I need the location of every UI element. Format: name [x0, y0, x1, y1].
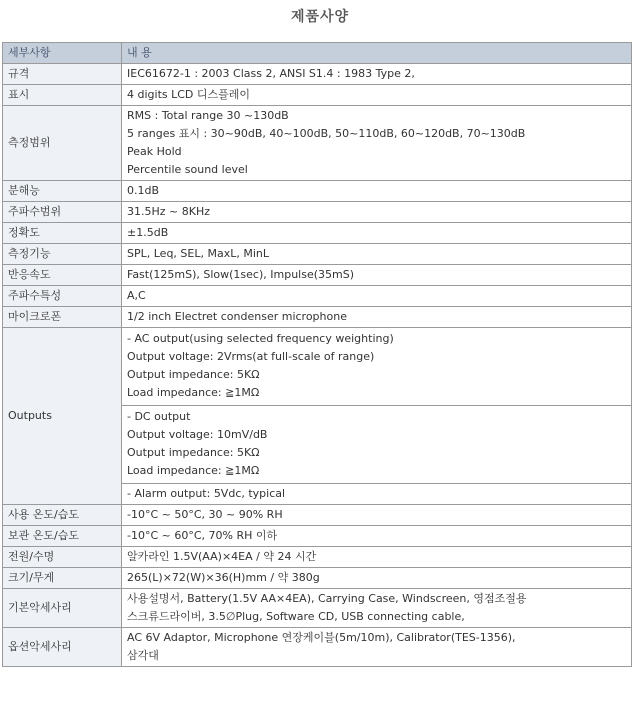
row-label: 기본악세사리 [3, 589, 122, 628]
table-row [3, 547, 632, 568]
ac-output-line: Output voltage: 2Vrms(at full-scale of range) [127, 350, 375, 363]
dc-output-line: Output voltage: 10mV/dB [127, 428, 268, 441]
row-label: 반응속도 [3, 265, 122, 286]
table-row [3, 286, 632, 307]
row-label: 측정범위 [3, 106, 122, 181]
row-value: -10°C ~ 50°C, 30 ~ 90% RH [122, 505, 632, 526]
row-label: 마이크로폰 [3, 307, 122, 328]
row-value: 4 digits LCD 디스플레이 [122, 85, 632, 106]
table-row [3, 505, 632, 526]
row-value: SPL, Leq, SEL, MaxL, MinL [122, 244, 632, 265]
table-row [3, 265, 632, 286]
row-value [122, 628, 632, 667]
row-value [122, 106, 632, 181]
row-label: 크기/무게 [3, 568, 122, 589]
table-row [3, 64, 632, 85]
ac-output-block [122, 328, 632, 406]
row-value: 265(L)×72(W)×36(H)mm / 약 380g [122, 568, 632, 589]
row-label: 주파수범위 [3, 202, 122, 223]
row-label: 보관 온도/습도 [3, 526, 122, 547]
dc-output-line: Load impedance: ≧1MΩ [127, 464, 260, 477]
row-label: 사용 온도/습도 [3, 505, 122, 526]
row-label: 전원/수명 [3, 547, 122, 568]
row-value: A,C [122, 286, 632, 307]
row-label: 분해능 [3, 181, 122, 202]
row-value [122, 589, 632, 628]
table-header-row [3, 43, 632, 64]
row-label: 정확도 [3, 223, 122, 244]
row-value: 0.1dB [122, 181, 632, 202]
option-line: AC 6V Adaptor, Microphone 연장케이블(5m/10m), Calibrator(TES-1356), [127, 631, 516, 644]
header-key: 세부사항 [3, 43, 122, 64]
range-line: 5 ranges 표시 : 30~90dB, 40~100dB, 50~110dB, 60~120dB, 70~130dB [127, 127, 526, 140]
page-title: 제품사양 [290, 9, 350, 25]
dc-output-block [122, 406, 632, 484]
table-row [3, 85, 632, 106]
table-row [3, 181, 632, 202]
row-value: IEC61672-1 : 2003 Class 2, ANSI S1.4 : 1983 Type 2, [122, 64, 632, 85]
ac-output-line: Output impedance: 5KΩ [127, 368, 260, 381]
row-value: 알카라인 1.5V(AA)×4EA / 약 24 시간 [122, 547, 632, 568]
row-value: 1/2 inch Electret condenser microphone [122, 307, 632, 328]
table-row [3, 568, 632, 589]
dc-output-line: Output impedance: 5KΩ [127, 446, 260, 459]
dc-output-line: - DC output [127, 410, 191, 423]
alarm-output: - Alarm output: 5Vdc, typical [122, 484, 632, 505]
row-label: 측정기능 [3, 244, 122, 265]
table-row [3, 202, 632, 223]
table-row [3, 106, 632, 181]
table-row [3, 307, 632, 328]
table-row [3, 628, 632, 667]
row-value: ±1.5dB [122, 223, 632, 244]
accessory-line: 스크류드라이버, 3.5∅Plug, Software CD, USB connecting cable, [127, 610, 465, 623]
row-value: Fast(125mS), Slow(1sec), Impulse(35mS) [122, 265, 632, 286]
row-value: -10°C ~ 60°C, 70% RH 이하 [122, 526, 632, 547]
row-value: 31.5Hz ~ 8KHz [122, 202, 632, 223]
range-line: Peak Hold [127, 145, 182, 158]
table-row [3, 328, 632, 406]
range-line: RMS : Total range 30 ~130dB [127, 109, 289, 122]
ac-output-line: - AC output(using selected frequency weighting) [127, 332, 394, 345]
spec-table [2, 42, 632, 667]
row-label: 규격 [3, 64, 122, 85]
header-value: 내 용 [122, 43, 632, 64]
row-label: 옵션악세사리 [3, 628, 122, 667]
table-row [3, 589, 632, 628]
ac-output-line: Load impedance: ≧1MΩ [127, 386, 260, 399]
range-line: Percentile sound level [127, 163, 248, 176]
row-label: Outputs [3, 328, 122, 505]
table-row [3, 244, 632, 265]
row-label: 주파수특성 [3, 286, 122, 307]
option-line: 삼각대 [127, 649, 159, 662]
table-row [3, 526, 632, 547]
table-row [3, 223, 632, 244]
accessory-line: 사용설명서, Battery(1.5V AA×4EA), Carrying Case, Windscreen, 영점조절용 [127, 592, 527, 605]
row-label: 표시 [3, 85, 122, 106]
